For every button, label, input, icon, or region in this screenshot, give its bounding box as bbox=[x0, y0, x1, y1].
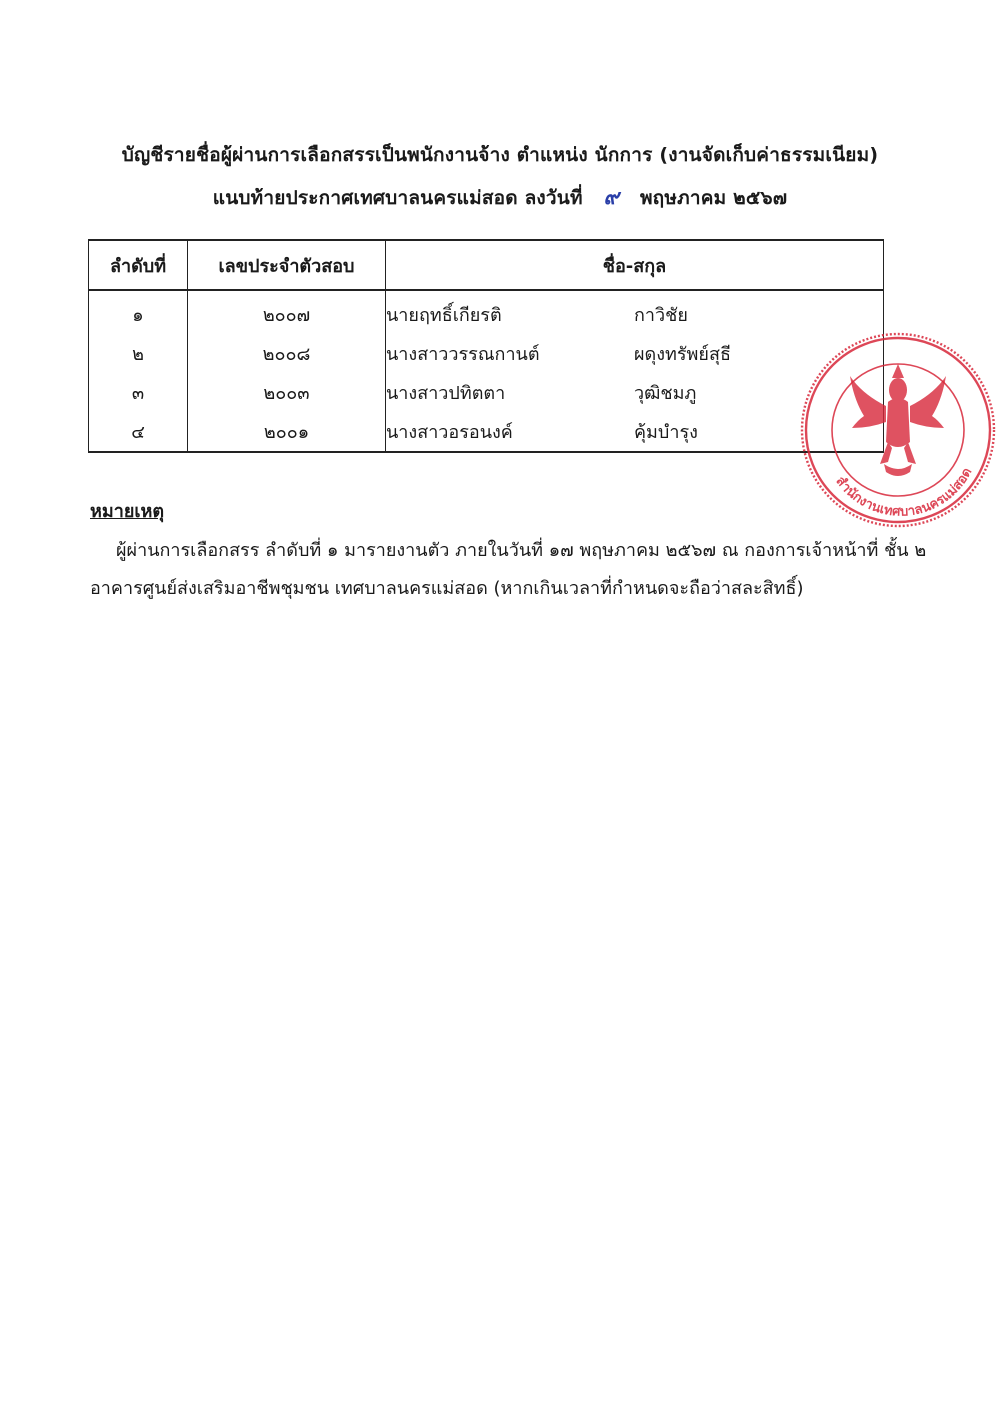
first-name: นายฤทธิ์เกียรติ bbox=[386, 305, 502, 326]
official-seal-icon bbox=[792, 324, 1000, 536]
note-heading: หมายเหตุ bbox=[90, 501, 165, 522]
first-name: นางสาวปทิตตา bbox=[386, 383, 506, 404]
table-row bbox=[89, 290, 884, 334]
table-row bbox=[89, 412, 884, 452]
cell-exam-id: ๒๐๐๘ bbox=[188, 334, 386, 373]
subtitle-month-year: พฤษภาคม ๒๕๖๗ bbox=[639, 187, 788, 209]
seal-text: สำนักงานเทศบาลนครแม่สอด bbox=[832, 465, 976, 520]
table-row bbox=[89, 334, 884, 373]
header-exam-id: เลขประจำตัวสอบ bbox=[188, 240, 386, 290]
subtitle-prefix: แนบท้ายประกาศเทศบาลนครแม่สอด ลงวันที่ bbox=[212, 187, 583, 209]
cell-seq: ๓ bbox=[89, 373, 188, 412]
handwritten-day: ๙ bbox=[603, 185, 620, 209]
first-name: นางสาววรรณกานต์ bbox=[386, 344, 540, 365]
table-row bbox=[89, 373, 884, 412]
cell-seq: ๒ bbox=[89, 334, 188, 373]
last-name: คุ้มบำรุง bbox=[634, 422, 698, 443]
document-title: บัญชีรายชื่อผู้ผ่านการเลือกสรรเป็นพนักงานจ้าง ตำแหน่ง นักการ (งานจัดเก็บค่าธรรมเนียม) bbox=[121, 144, 879, 166]
first-name: นางสาวอรอนงค์ bbox=[386, 422, 513, 443]
cell-seq: ๑ bbox=[89, 290, 188, 334]
cell-exam-id: ๒๐๐๑ bbox=[188, 412, 386, 452]
last-name: ผดุงทรัพย์สุธี bbox=[634, 344, 731, 365]
cell-seq: ๔ bbox=[89, 412, 188, 452]
header-seq: ลำดับที่ bbox=[89, 240, 188, 290]
note-line-1: ผู้ผ่านการเลือกสรร ลำดับที่ ๑ มารายงานตัว ภายในวันที่ ๑๗ พฤษภาคม ๒๕๖๗ ณ กองการเจ้าหน้าที่ ชั้น ๒ bbox=[116, 540, 927, 561]
last-name: กาวิชัย bbox=[634, 305, 688, 326]
header-name: ชื่อ-สกุล bbox=[386, 240, 884, 290]
cell-exam-id: ๒๐๐๓ bbox=[188, 373, 386, 412]
cell-exam-id: ๒๐๐๗ bbox=[188, 290, 386, 334]
table-header-row bbox=[89, 240, 884, 290]
document-subtitle bbox=[0, 181, 1000, 214]
last-name: วุฒิชมภู bbox=[634, 383, 697, 404]
results-table bbox=[88, 239, 884, 453]
note-line-2: อาคารศูนย์ส่งเสริมอาชีพชุมชน เทศบาลนครแม่สอด (หากเกินเวลาที่กำหนดจะถือว่าสละสิทธิ์) bbox=[90, 578, 804, 599]
